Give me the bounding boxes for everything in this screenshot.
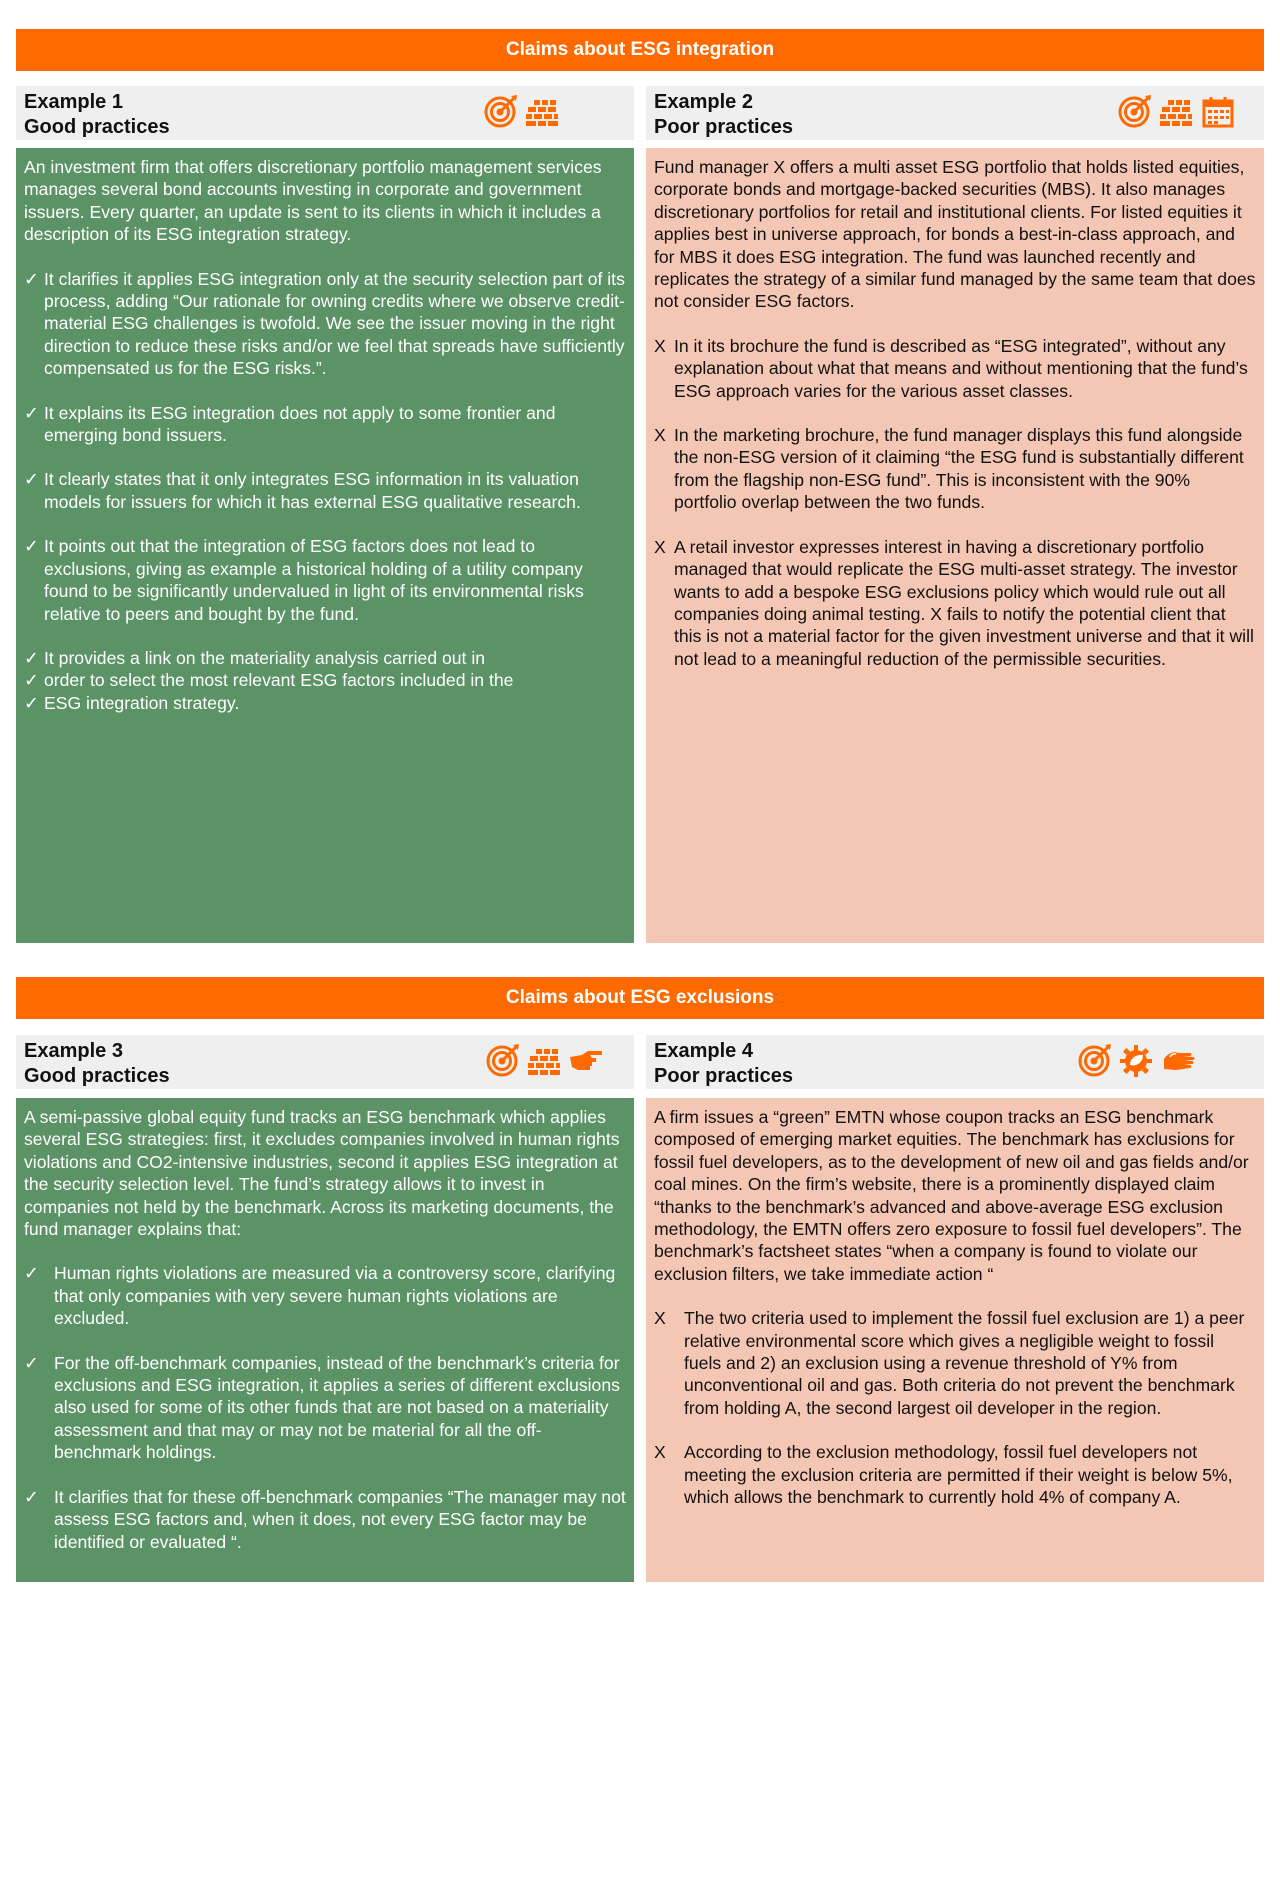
example-4-header (646, 1035, 1264, 1089)
list-item: X A retail investor expresses interest in having a discretionary portfolio managed that would replicate the ESG multi-asset strategy. The investor wants to add a bespoke ESG exclusions policy which would rule out all companies doing animal testing. X fails to notify the potential client that this is not a material factor for the given investment universe and that it will not lead to a meaningful reduction of the permissible securities. (654, 536, 1254, 669)
hand-icon (1160, 1043, 1196, 1079)
target-icon (1076, 1043, 1112, 1079)
example-1-subtitle: Good practices (24, 116, 170, 138)
brick-wall-icon (1158, 94, 1194, 130)
list-item: ✓ For the off-benchmark companies, instead of the benchmark’s criteria for exclusions and ESG integration, it applies a series of different exclusions also used for some of its other funds that are not based on a materiality assessment and that may or may not be material for all the off-benchmark holdings. (24, 1352, 620, 1463)
example-4-intro: A firm issues a “green” EMTN whose coupon tracks an ESG benchmark composed of emerging market equities. The benchmark has exclusions for fossil fuel developers, as to the development of new oil and gas fields and/or coal mines. On the firm’s website, there is a prominently displayed claim “thanks to the benchmark’s advanced and above-average ESG exclusion methodology, the EMTN offers zero exposure to fossil fuel developers”. The benchmark’s factsheet states “when a company is found to violate our exclusion filters, we take immediate action “ (654, 1107, 1249, 1284)
list-item: ✓ It clarifies that for these off-benchmark companies “The manager may not assess ESG factors and, when it does, not every ESG factor may be identified or evaluated “. (24, 1486, 626, 1552)
target-icon (482, 94, 518, 130)
list-item: ✓ It clarifies it applies ESG integration only at the security selection part of its process, adding “Our rationale for owning credits where we observe credit-material ESG challenges is twofold. We see the issuer moving in the right direction to reduce these risks and/or we feel that spreads have sufficiently compensated us for the ESG risks.”. (24, 268, 625, 379)
list-item: ✓ It clearly states that it only integrates ESG information in its valuation models for issuers for which it has external ESG qualitative research. (24, 469, 581, 512)
list-item-line: ✓ ESG integration strategy. (24, 692, 240, 713)
list-item-line: ✓ order to select the most relevant ESG factors included in the (24, 670, 514, 691)
list-item: X In it its brochure the fund is described as “ESG integrated”, without any explanation about what that means and without mentioning that the fund’s ESG approach varies for the various asset classes. (654, 335, 1248, 401)
example-3-subtitle: Good practices (24, 1065, 170, 1087)
list-item: X In the marketing brochure, the fund manager displays this fund alongside the non-ESG version of it claiming “the ESG fund is substantially different from the flagship non-ESG fund”. This is inconsistent with the 90% portfolio overlap between the two funds. (654, 425, 1244, 513)
list-item: ✓ Human rights violations are measured via a controversy score, clarifying that only companies with very severe human rights violations are excluded. (24, 1263, 616, 1329)
example-3-body (16, 1098, 634, 1582)
calendar-icon (1200, 94, 1236, 130)
example-3-number: Example 3 (24, 1040, 123, 1062)
example-3-intro: A semi-passive global equity fund tracks an ESG benchmark which applies several ESG strategies: first, it excludes companies involved in human rights violations and CO2-intensive industries, second it applies ESG integration at the security selection level. The fund’s strategy allows it to invest in companies not held by the benchmark. Across its marketing documents, the fund manager explains that: (24, 1107, 620, 1240)
target-icon (1116, 94, 1152, 130)
example-2-header (646, 86, 1264, 140)
brick-wall-icon (526, 1043, 562, 1079)
list-item: X According to the exclusion methodology, fossil fuel developers not meeting the exclusion criteria are permitted if their weight is below 5%, which allows the benchmark to currently hold 4% of company A. (654, 1442, 1233, 1508)
target-icon (484, 1043, 520, 1079)
example-2-intro: Fund manager X offers a multi asset ESG portfolio that holds listed equities, corporate bonds and mortgage-backed securities (MBS). It also manages discretionary portfolios for retail and institutional clients. For listed equities it applies best in universe approach, for bonds a best-in-class approach, and for MBS it does ESG integration. The fund was launched recently and replicates the strategy of a similar fund managed by the same team that does not consider ESG factors. (654, 157, 1256, 312)
example-2-number: Example 2 (654, 91, 753, 113)
brick-wall-icon (524, 94, 560, 130)
example-2-subtitle: Poor practices (654, 116, 793, 138)
section-header-integration: Claims about ESG integration (16, 29, 1264, 71)
list-item: X The two criteria used to implement the fossil fuel exclusion are 1) a peer relative environmental score which gives a negligible weight to fossil fuels and 2) an exclusion using a revenue threshold of Y% from unconventional oil and gas. Both criteria do not prevent the benchmark from holding A, the second largest oil developer in the region. (654, 1308, 1245, 1418)
example-1-header (16, 86, 634, 140)
example-1-intro: An investment firm that offers discretionary portfolio management services manages several bond accounts investing in corporate and government issuers. Every quarter, an update is sent to its clients in which it includes a description of its ESG integration strategy. (24, 157, 602, 245)
example-3-header (16, 1035, 634, 1089)
example-4-subtitle: Poor practices (654, 1065, 793, 1087)
example-4-number: Example 4 (654, 1040, 753, 1062)
list-item-line: ✓ It provides a link on the materiality analysis carried out in (24, 647, 486, 668)
example-4-body (646, 1098, 1264, 1582)
example-1-number: Example 1 (24, 91, 123, 113)
list-item: ✓ It points out that the integration of ESG factors does not lead to exclusions, giving as example a historical holding of a utility company found to be significantly undervalued in light of its environmental risks relative to peers and bought by the fund. (24, 536, 584, 624)
example-2-body (646, 148, 1264, 943)
section-header-exclusions: Claims about ESG exclusions (16, 977, 1264, 1019)
list-item: ✓ It explains its ESG integration does not apply to some frontier and emerging bond issuers. (24, 402, 556, 446)
pointing-hand-icon (568, 1043, 604, 1079)
example-1-body (16, 148, 634, 943)
gear-leaf-icon (1118, 1043, 1154, 1079)
